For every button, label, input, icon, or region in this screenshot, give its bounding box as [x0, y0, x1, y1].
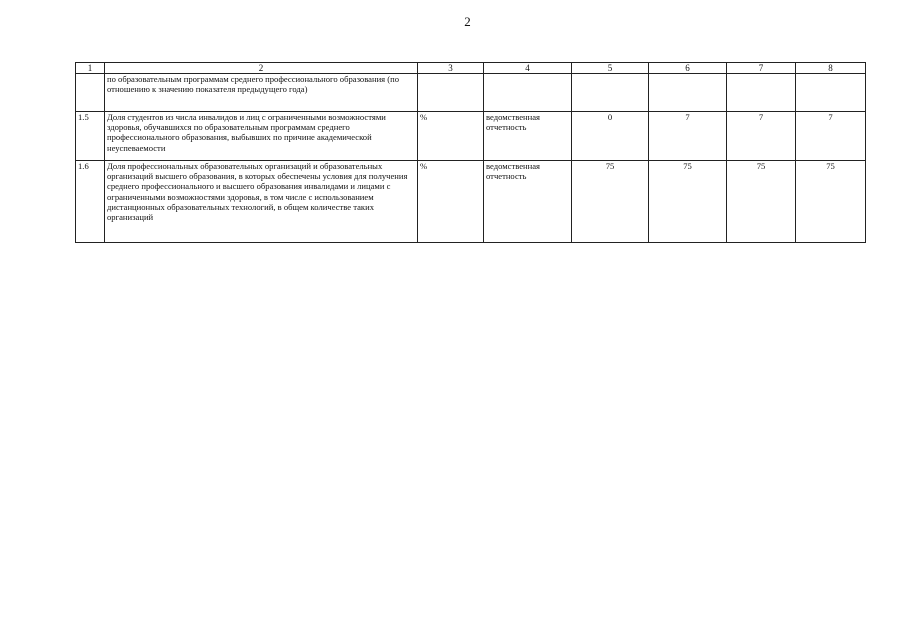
header-cell-1: 1 [76, 63, 105, 74]
page-number: 2 [464, 14, 471, 29]
value-col-8: 7 [796, 112, 866, 161]
indicator-text: Доля студентов из числа инвалидов и лиц с ограниченными возможностями здоровья, обучавшихся по образовательным программам среднего профессионального образования, выбывших по причине академической неуспеваемости [105, 112, 418, 161]
value-col-5: 0 [572, 112, 649, 161]
header-cell-3: 3 [418, 63, 484, 74]
source-cell: ведомственная отчетность [484, 161, 572, 243]
source-cell: ведомственная отчетность [484, 112, 572, 161]
table-header-row [76, 63, 866, 74]
indicators-table [75, 62, 866, 243]
header-cell-8: 8 [796, 63, 866, 74]
source-cell [484, 74, 572, 112]
value-col-8 [796, 74, 866, 112]
unit-cell: % [418, 161, 484, 243]
header-cell-6: 6 [649, 63, 727, 74]
row-index: 1.5 [76, 112, 105, 161]
header-cell-2: 2 [105, 63, 418, 74]
value-col-6: 7 [649, 112, 727, 161]
table-row [76, 161, 866, 243]
value-col-7: 75 [727, 161, 796, 243]
row-index: 1.6 [76, 161, 105, 243]
header-cell-5: 5 [572, 63, 649, 74]
value-col-7: 7 [727, 112, 796, 161]
indicator-text: Доля профессиональных образовательных организаций и образовательных организаций высшего образования, в которых обеспечены условия для получения среднего профессионального и высшего образования инвалидами и лицами с ограниченными возможностями здоровья, в том числе с использованием дистанционных образовательных технологий, в общем количестве таких организаций [105, 161, 418, 243]
table-row [76, 112, 866, 161]
header-cell-4: 4 [484, 63, 572, 74]
unit-cell: % [418, 112, 484, 161]
indicator-text: по образовательным программам среднего профессионального образования (по отношению к значению показателя предыдущего года) [105, 74, 418, 112]
header-cell-7: 7 [727, 63, 796, 74]
value-col-5: 75 [572, 161, 649, 243]
value-col-8: 75 [796, 161, 866, 243]
unit-cell [418, 74, 484, 112]
value-col-7 [727, 74, 796, 112]
table-row [76, 74, 866, 112]
value-col-6: 75 [649, 161, 727, 243]
value-col-6 [649, 74, 727, 112]
value-col-5 [572, 74, 649, 112]
row-index [76, 74, 105, 112]
